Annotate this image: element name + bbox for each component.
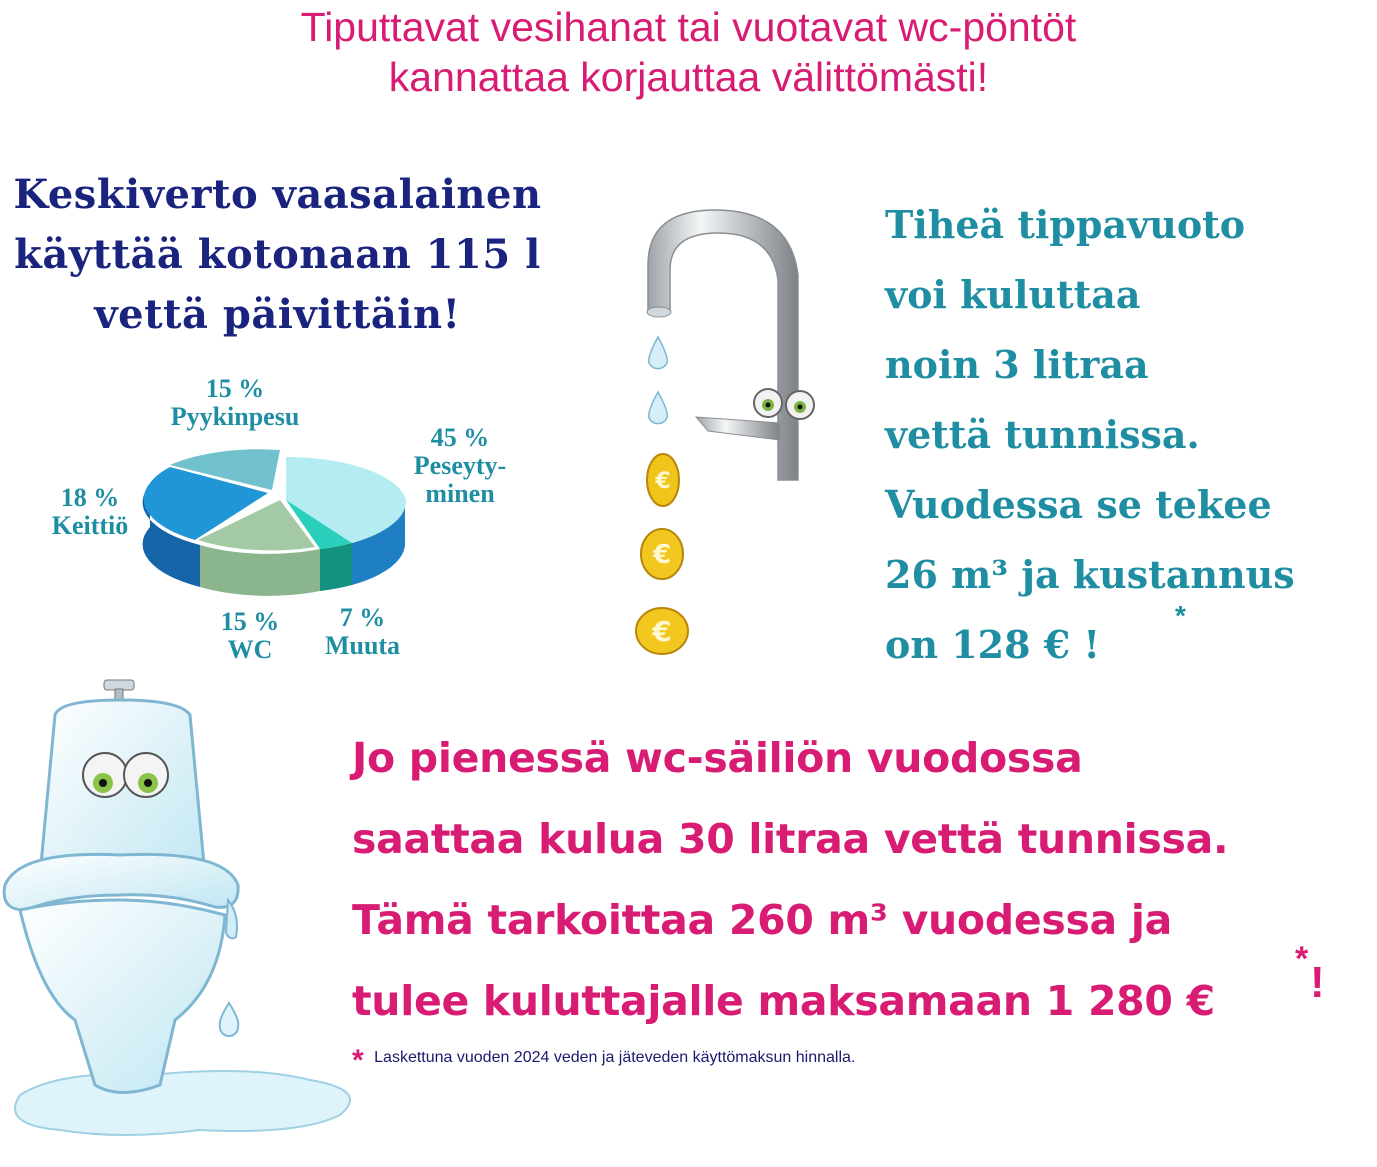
leak-line-2: voi kuluttaa xyxy=(885,272,1141,317)
leak-footnote-marker: * xyxy=(1175,600,1186,631)
footnote xyxy=(352,1044,855,1078)
footnote-text: Laskettuna vuoden 2024 veden ja jäteveden käyttömaksun hinnalla. xyxy=(374,1049,856,1066)
toilet-line-2: saattaa kulua 30 litraa vettä tunnissa. xyxy=(352,815,1229,863)
euro-coin-icon xyxy=(637,527,687,582)
toilet-footnote-marker: * xyxy=(1295,940,1309,978)
pie-label-peseytyminen: 45 % Peseyty- minen xyxy=(413,423,507,508)
leak-line-6: 26 m³ ja kustannus xyxy=(885,552,1295,597)
leak-line-5: Vuodessa se tekee xyxy=(885,482,1272,527)
footnote-star: * xyxy=(352,1044,364,1077)
pie-side-muuta xyxy=(320,543,352,591)
pie-label-muuta: 7 % Muuta xyxy=(324,603,401,660)
stats-line-3: vettä päivittäin! xyxy=(94,291,461,338)
pie-label-pyykinpesu: 15 % Pyykinpesu xyxy=(170,374,300,431)
toilet-exclamation: ! xyxy=(1310,958,1325,1007)
headline xyxy=(0,2,1377,102)
stats-line-1: Keskiverto vaasalainen xyxy=(13,171,542,218)
water-usage-pie-chart xyxy=(140,445,420,605)
toilet-icon xyxy=(0,675,370,1145)
headline-line-2: kannattaa korjauttaa välittömästi! xyxy=(388,54,989,100)
svg-text:€: € xyxy=(655,469,671,494)
leak-line-7: on 128 € ! xyxy=(885,622,1101,667)
pie-side-wc xyxy=(200,545,320,596)
leak-info-text xyxy=(885,190,1295,680)
pie-label-keittio: 18 % Keittiö xyxy=(51,483,129,540)
toilet-leak-text xyxy=(352,718,1228,1042)
toilet-line-4: tulee kuluttajalle maksamaan 1 280 € xyxy=(352,977,1215,1025)
leak-line-1: Tiheä tippavuoto xyxy=(885,202,1246,247)
pie-label-wc: 15 % WC xyxy=(220,607,280,664)
toilet-line-1: Jo pienessä wc-säiliön vuodossa xyxy=(352,734,1083,782)
euro-coin-icon xyxy=(643,452,683,508)
headline-line-1: Tiputtavat vesihanat tai vuotavat wc-pöntöt xyxy=(300,4,1077,50)
svg-text:€: € xyxy=(652,615,672,648)
stats-line-2: käyttää kotonaan 115 l xyxy=(14,231,541,278)
water-drop-icon xyxy=(645,390,671,430)
leak-line-3: noin 3 litraa xyxy=(885,342,1149,387)
euro-coin-icon xyxy=(633,605,691,657)
svg-text:€: € xyxy=(652,540,672,570)
toilet-line-3: Tämä tarkoittaa 260 m³ vuodessa ja xyxy=(352,896,1173,944)
water-drop-icon xyxy=(645,335,671,375)
leak-line-4: vettä tunnissa. xyxy=(885,412,1200,457)
stats-title xyxy=(0,165,555,345)
